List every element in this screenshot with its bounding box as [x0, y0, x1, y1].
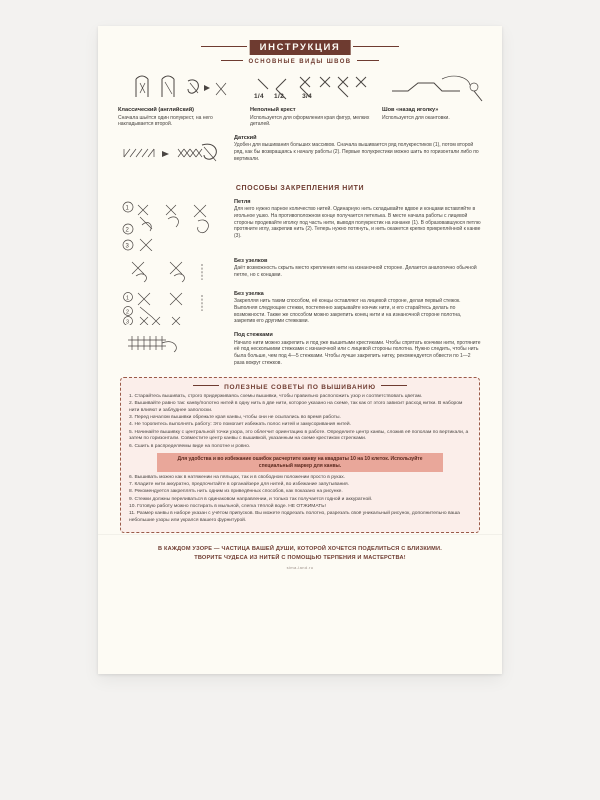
- title-rule-left: [201, 46, 247, 47]
- tips-rule-right: [381, 385, 407, 386]
- danish-stitch-diagram: [118, 135, 230, 175]
- document-subtitle: [114, 59, 486, 65]
- no-knots-diagram: [118, 258, 230, 284]
- tips-title: [129, 384, 471, 391]
- block-loop: [114, 199, 486, 251]
- stitch-description: Сначала шьётся один полукрест, на него накладывается второй.: [118, 114, 213, 128]
- tip-item: 5. Начинайте вышивку с центральной точки узора, это облегчит ориентацию в работе. Определите центр канвы, сложив её пополам по вертикали, а затем по горизонтали. Совместите центр канвы с вышивкой, указанным на схеме крестиком стрелками.: [129, 429, 469, 442]
- footer-line-1: В КАЖДОМ УЗОРЕ — ЧАСТИЦА ВАШЕЙ ДУШИ, КОТОРОЙ ХОЧЕТСЯ ПОДЕЛИТЬСЯ С БЛИЗКИМИ.: [157, 546, 442, 553]
- tip-item: 10. Готовую работу можно постирать в мыльной, слегка тёплой воде. НЕ ОТЖИМАТЬ!: [129, 503, 326, 509]
- block-title: Без узелков: [234, 257, 268, 264]
- stitch-type-partial-cross: [250, 73, 378, 128]
- sheet-content: [114, 38, 486, 660]
- block-no-knot: [114, 291, 486, 326]
- block-title: Без узелка: [234, 290, 264, 297]
- under-stitches-diagram: [118, 332, 230, 367]
- no-knot-text: [230, 291, 482, 326]
- partial-cross-diagram: [250, 73, 378, 107]
- block-title: Петля: [234, 198, 251, 205]
- tip-item: 3. Перед началом вышивки обрежьте края канвы, чтобы они не осыпались во время работы.: [129, 414, 341, 420]
- stitch-description: Используется для оформления края фигур, мелких деталей.: [250, 114, 370, 128]
- label-three-quarter: 3/4: [302, 93, 313, 100]
- footer-url: sima-land.ru: [286, 564, 314, 570]
- section-heading-fastening: СПОСОБЫ ЗАКРЕПЛЕНИЯ НИТИ: [235, 184, 365, 192]
- subtitle-text: ОСНОВНЫЕ ВИДЫ ШВОВ: [248, 59, 352, 65]
- svg-text:3: 3: [125, 243, 129, 250]
- block-body: Даёт возможность скрыть место крепления нити на изнаночной стороне. Делается аналогично обычной петле, но с концами.: [234, 265, 477, 278]
- block-body: Удобен для вышивания больших массивов. Сначала вышивается ряд полукрестиков (1), потом второй ряд, как бы возвращаясь к началу работы (2). Первые полукрестики можно шить по горизонтали либо по вертикали.: [234, 142, 479, 162]
- stitch-name: Шов «назад иголку»: [382, 107, 439, 113]
- no-knots-text: [230, 258, 482, 284]
- partial-cross-labels: [254, 93, 312, 100]
- classic-stitch-diagram: [118, 73, 246, 107]
- stitch-type-backstitch: [382, 73, 510, 128]
- block-under-stitches: [114, 332, 486, 367]
- stitch-name: Неполный крест: [250, 107, 296, 113]
- footer-slogan: [114, 545, 486, 562]
- tips-box: [120, 377, 480, 533]
- document-title-band: [201, 40, 399, 55]
- tips-highlight-note: Для удобства и во избежание ошибок расчертите канву на квадраты 10 на 10 клеток. Используйте специальный маркер для канвы.: [157, 453, 443, 472]
- block-body: Закрепляя нить таким способом, её концы оставляют на лицевой стороне, делая первый стежок. Выполняя следующие стежки, постепенно закрывайте кончик нити, и его старайтесь делать по возможности. Также же способом можно закрепить конец нити и на изнаночной стороне полотна, закрепив его другими стежками.: [234, 298, 462, 325]
- subtitle-rule-right: [357, 60, 379, 61]
- tip-item: 7. Кладите нити аккуратно, предпочитайте в органайзере для нитей, во избежание запутывания.: [129, 482, 350, 488]
- block-title: Под стежками: [234, 332, 273, 339]
- loop-method-diagram: [118, 199, 230, 251]
- tip-item: 4. Не торопитесь выполнять работу: Это помогает избежать полос нитей и замусоривания нитей.: [129, 422, 351, 428]
- tips-rule-left: [193, 385, 219, 386]
- block-no-knots: [114, 258, 486, 284]
- page-title: ИНСТРУКЦИЯ: [250, 40, 351, 55]
- danish-text: [230, 135, 482, 175]
- stitch-description: Используется для окантовки.: [382, 114, 450, 121]
- svg-text:3: 3: [126, 319, 130, 325]
- tip-item: 2. Вышивайте равно так: канву/полотно нитей в одну нить в две нити, которое указано на схеме, так как от этого зависит расход нитки. В набором нити влияют и заблуднее заполоски.: [129, 400, 463, 413]
- block-body: Начало нити можно закрепить и под уже вышитыми крестиками. Чтобы спрятать кончики нити, протяните её под несколькими стежками с изнаночной или с лицевой стороны полотна. Нужно следить, чтобы нить была больше, чем под 4—5 стежками. Чтобы лучше закрепить нитку, рекомендуется обвести по 1—2 раза вокруг стежков.: [234, 339, 481, 366]
- svg-text:2: 2: [126, 309, 130, 316]
- tip-item: 6. Сшить в распределяемы виде на полотне и ровно.: [129, 443, 251, 449]
- no-knot-diagram: [118, 291, 230, 326]
- tip-item: 6. Вышивать можно как в натяжении на пяльцах, так и в свободном положении просто в руках.: [129, 474, 346, 480]
- svg-text:2: 2: [125, 227, 129, 234]
- under-stitches-text: [230, 332, 482, 367]
- stitch-types-row: [114, 73, 486, 128]
- svg-text:1: 1: [125, 205, 129, 212]
- block-body: Для него нужно парное количество нитей. Одинарную нить складывайте вдвое и концами вставляйте в игольное ушко. На противоположном конце получается петелька. В месте начала работы с лицевой стороны продевайте иголку под часть нити, выводя полукрестик на изнанке (1). В образовавшуюся петлю протяните иглу, закрепив нить (2). Теперь нужно потянуть, и нить окажется крепко прикреплённой к канве (3).: [234, 206, 481, 240]
- stitch-type-classic: [118, 73, 246, 128]
- tip-item: 9. Стежки должны переливаться в одинаковом направлении, и только так получается годной и аккуратной.: [129, 496, 373, 502]
- tips-title-text: ПОЛЕЗНЫЕ СОВЕТЫ ПО ВЫШИВАНИЮ: [224, 383, 376, 391]
- stitch-name: Классический (английский): [118, 107, 194, 113]
- backstitch-diagram: [382, 73, 510, 107]
- block-danish: [114, 135, 486, 175]
- tip-item: 8. Рекомендуется закреплять нить одним из приведённых способов, как показано на рисунке.: [129, 489, 343, 495]
- title-rule-right: [353, 46, 399, 47]
- label-half: 1/2: [274, 93, 284, 100]
- label-quarter: 1/4: [254, 93, 264, 100]
- instruction-sheet: [98, 26, 502, 674]
- tip-item: 11. Размер канвы в наборе указан с учётом припусков. Вы можете подрезать полотно, разрезать своё уникальный рисунок, дополнительно ваша небольшие узоры или укрался вашего фурнитурой.: [129, 511, 460, 523]
- footer-line-2: ТВОРИТЕ ЧУДЕСА ИЗ НИТЕЙ С ПОМОЩЬЮ ТЕРПЕНИЯ И МАСТЕРСТВА!: [194, 554, 406, 561]
- tips-list-before: [129, 394, 471, 451]
- tip-item: 1. Старайтесь вышивать, строго придерживаясь схемы вышивки, чтобы правильно расположить узор и соответствовать цветам.: [129, 393, 423, 399]
- block-title: Датский: [234, 134, 257, 141]
- subtitle-rule-left: [221, 60, 243, 61]
- loop-text: [230, 199, 482, 251]
- tips-list-after: [129, 475, 471, 525]
- svg-text:1: 1: [126, 295, 130, 302]
